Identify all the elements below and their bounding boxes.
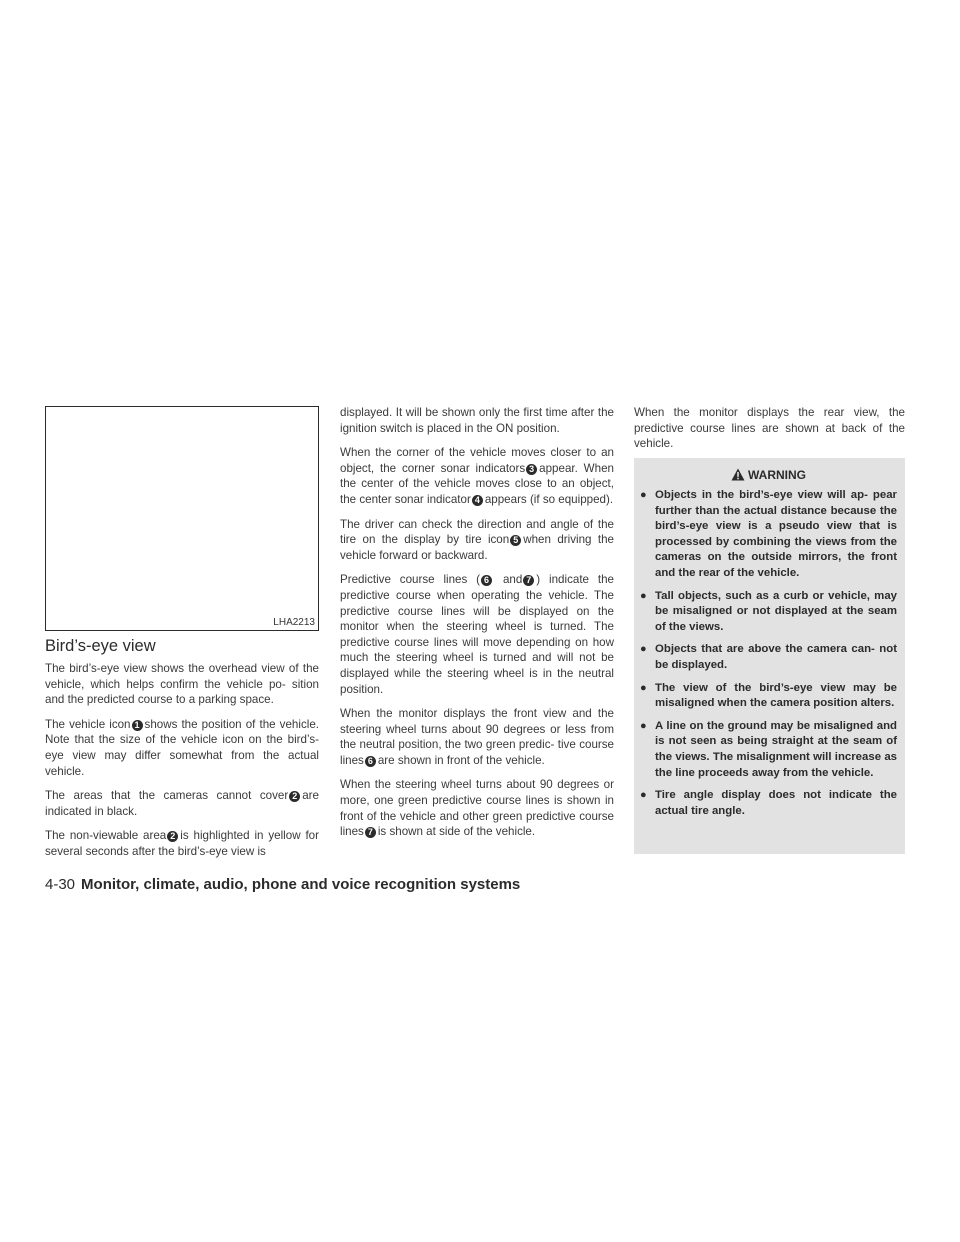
paragraph-text: The bird’s-eye view shows the overhead view of the vehicle, which helps confirm the vehicle po- sition and the predicted course to a parking space. xyxy=(45,662,319,707)
paragraph-text: are shown in front of the vehicle. xyxy=(377,753,545,767)
paragraph xyxy=(634,405,905,452)
paragraph-text: When the steering wheel turns about 90 degrees or more, one green predictive course lines is shown in front of the vehicle and other green predictive course lines xyxy=(340,778,614,839)
paragraph-text: appear. When the center of the vehicle moves close to an object, the center sonar indicator xyxy=(340,461,614,506)
paragraph-text: is highlighted in yellow for several seconds after the bird’s-eye view is xyxy=(45,829,319,858)
warning-triangle-icon xyxy=(731,466,745,488)
callout-marker-7: 7 xyxy=(365,827,376,838)
paragraph xyxy=(45,717,319,779)
warning-text: Tall objects, such as a curb or vehicle, may be misaligned or not displayed at the seam of the views. xyxy=(655,589,897,633)
figure-placeholder xyxy=(45,406,319,631)
paragraph xyxy=(340,572,614,697)
bullet-icon: ● xyxy=(640,719,647,732)
bullet-icon: ● xyxy=(640,589,647,602)
paragraph xyxy=(340,445,614,507)
paragraph-text: appears (if so equipped). xyxy=(484,492,614,506)
warning-list xyxy=(640,488,897,819)
paragraph xyxy=(340,405,614,436)
callout-marker-2: 2 xyxy=(167,831,178,842)
callout-marker-1: 1 xyxy=(132,720,143,731)
bullet-icon: ● xyxy=(640,489,647,501)
paragraph xyxy=(45,661,319,708)
paragraph-text: is shown at side of the vehicle. xyxy=(377,825,536,839)
bullet-icon: ● xyxy=(640,643,647,656)
section-title: Bird’s-eye view xyxy=(45,637,156,655)
paragraph-text: shows the position of the vehicle. Note that the size of the vehicle icon on the bird’s-eye view may differ somewhat from the actual vehicle. xyxy=(45,717,319,778)
warning-item xyxy=(640,642,897,673)
callout-marker-6: 6 xyxy=(481,575,492,586)
callout-marker-5: 5 xyxy=(510,535,521,546)
callout-marker-6: 6 xyxy=(365,756,376,767)
paragraph-text: The driver can check the direction and angle of the tire on the display by tire icon xyxy=(340,517,614,547)
callout-marker-4: 4 xyxy=(472,495,483,506)
paragraph-text: Predictive course lines ( xyxy=(340,573,481,587)
warning-text: The view of the bird’s-eye view may be misaligned when the camera position alters. xyxy=(655,681,897,710)
bullet-icon: ● xyxy=(640,789,647,802)
paragraph-text: are indicated in black. xyxy=(45,789,319,818)
warning-text: Tire angle display does not indicate the actual tire angle. xyxy=(655,789,897,817)
paragraph-text: ) indicate the predictive course when operating the vehicle. The predictive course lines will be displayed on the monitor when the steering wheel is turned. The predictive course lines will move depending on how much the steering wheel is turned and will not be displayed while the steering wheel is in the neutral position. xyxy=(340,573,614,696)
callout-marker-2: 2 xyxy=(289,791,300,802)
column-2 xyxy=(340,405,614,849)
warning-text: Objects in the bird’s-eye view will ap- pear further than the actual distance because the bird’s-eye view is a pseudo view that is processed by combining the views from the cameras on the outside mirrors, the front and the rear of the vehicle. xyxy=(655,489,897,579)
column-1 xyxy=(45,661,319,869)
paragraph-text: When the monitor displays the front view and the steering wheel turns about 90 degrees or less from the neutral position, the two green predic- tive course lines xyxy=(340,707,614,767)
warning-text: Objects that are above the camera can- not be displayed. xyxy=(655,643,897,671)
paragraph xyxy=(340,777,614,839)
warning-header xyxy=(640,464,897,486)
figure-id: LHA2213 xyxy=(273,617,315,628)
page-number: 4-30 xyxy=(45,876,76,893)
paragraph-text: and xyxy=(502,573,523,587)
paragraph xyxy=(340,706,614,768)
warning-text: A line on the ground may be misaligned and is not seen as being straight at the seam of the views. The misalignment will increase as the line proceeds away from the vehicle. xyxy=(655,719,897,779)
paragraph xyxy=(340,517,614,564)
page-footer xyxy=(45,876,925,893)
chapter-title: Monitor, climate, audio, phone and voice recognition systems xyxy=(81,876,521,893)
paragraph-text: when driving the vehicle forward or backward. xyxy=(340,533,614,562)
warning-item xyxy=(640,681,897,712)
paragraph-text: The non-viewable area xyxy=(45,829,167,843)
paragraph-text: displayed. It will be shown only the first time after the ignition switch is placed in the ON position. xyxy=(340,406,614,435)
warning-item xyxy=(640,488,897,582)
column-3 xyxy=(634,405,905,461)
paragraph-text: The vehicle icon xyxy=(45,717,131,731)
warning-item xyxy=(640,719,897,781)
callout-marker-7: 7 xyxy=(523,575,534,586)
callout-marker-3: 3 xyxy=(526,464,537,475)
paragraph-text: When the corner of the vehicle moves closer to an object, the corner sonar indicators xyxy=(340,446,614,475)
warning-title: WARNING xyxy=(748,468,806,482)
paragraph-text: When the monitor displays the rear view, the predictive course lines are shown at back of the vehicle. xyxy=(634,406,905,451)
warning-item xyxy=(640,589,897,636)
paragraph-text: The areas that the cameras cannot cover xyxy=(45,789,289,803)
bullet-icon: ● xyxy=(640,681,647,694)
paragraph xyxy=(45,788,319,819)
warning-box xyxy=(634,458,905,854)
warning-item xyxy=(640,788,897,819)
paragraph xyxy=(45,828,319,859)
